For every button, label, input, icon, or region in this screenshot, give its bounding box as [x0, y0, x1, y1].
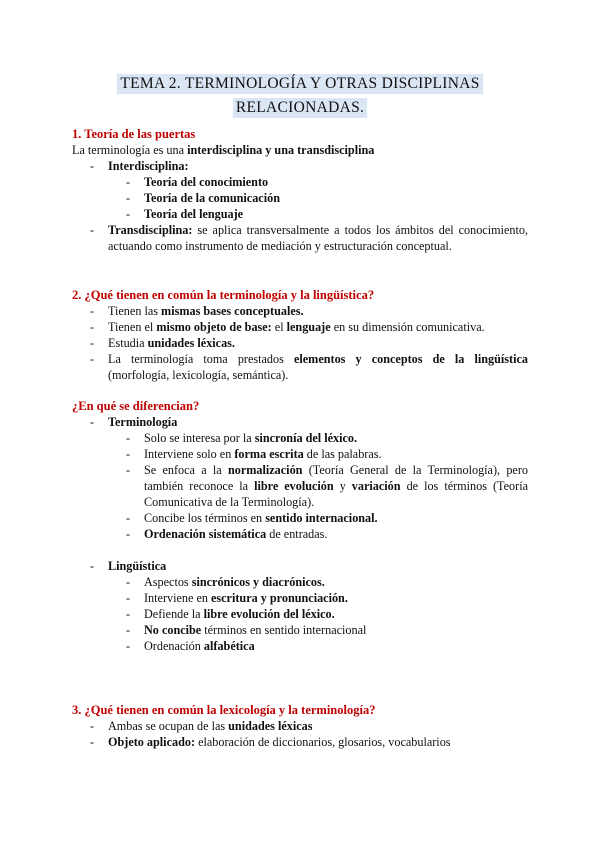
- section-1-heading: 1. Teoría de las puertas: [72, 127, 196, 141]
- list-item: - Ordenación alfabética: [126, 639, 255, 653]
- list-item: - Solo se interesa por la sincronía del léxico.: [126, 431, 358, 445]
- list-item: - Teoría de la comunicación: [126, 191, 280, 205]
- section-1-intro: La terminología es una interdisciplina y una transdisciplina: [72, 143, 375, 157]
- section-2-heading: 2. ¿Qué tienen en común la terminología y la lingüística?: [72, 288, 375, 302]
- list-item: - No concibe términos en sentido internacional: [126, 623, 367, 637]
- list-item: - Objeto aplicado: elaboración de diccionarios, glosarios, vocabularios: [90, 735, 451, 749]
- title-line-2: RELACIONADAS.: [233, 98, 367, 118]
- page-title: [0, 74, 600, 122]
- section-3-heading: 3. ¿Qué tienen en común la lexicología y la terminología?: [72, 703, 376, 717]
- section-differences-heading: ¿En qué se diferencian?: [72, 399, 200, 413]
- list-item: - Defiende la libre evolución del léxico.: [126, 607, 335, 621]
- list-item: - Se enfoca a la normalización (Teoría General de la Terminología), pero también reconoce la libre evolución y variación de los términos (Teoría Comunicativa de la Terminología).: [126, 463, 528, 509]
- list-item: - Estudia unidades léxicas.: [90, 336, 235, 350]
- section-1: [72, 126, 528, 254]
- list-item: - Tienen las mismas bases conceptuales.: [90, 304, 304, 318]
- list-item: - Ambas se ocupan de las unidades léxicas: [90, 719, 313, 733]
- list-item: - Interviene solo en forma escrita de las palabras.: [126, 447, 382, 461]
- section-3: [72, 702, 528, 750]
- list-item: - Teoría del lenguaje: [126, 207, 244, 221]
- list-item-linguistica: - Lingüística: [90, 559, 167, 573]
- section-differences: [72, 398, 528, 542]
- title-line-1: TEMA 2. TERMINOLOGÍA Y OTRAS DISCIPLINAS: [117, 74, 482, 94]
- list-item-transdisciplina: - Transdisciplina: se aplica transversalmente a todos los ámbitos del conocimiento, actuando como instrumento de mediación y estructuración conceptual.: [90, 223, 528, 253]
- list-item: - Interviene en escritura y pronunciación.: [126, 591, 348, 605]
- list-item: - Concibe los términos en sentido internacional.: [126, 511, 378, 525]
- list-item: - La terminología toma prestados elementos y conceptos de la lingüística (morfología, lexicología, semántica).: [90, 352, 528, 382]
- list-item: - Ordenación sistemática de entradas.: [126, 527, 328, 541]
- section-differences-linguistica: [72, 558, 528, 654]
- list-item-interdisciplina: - Interdisciplina:: [90, 159, 189, 173]
- list-item: - Aspectos sincrónicos y diacrónicos.: [126, 575, 325, 589]
- list-item: - Tienen el mismo objeto de base: el lenguaje en su dimensión comunicativa.: [90, 320, 485, 334]
- list-item: - Teoría del conocimiento: [126, 175, 269, 189]
- list-item-terminologia: - Terminología: [90, 415, 178, 429]
- section-2: [72, 287, 528, 383]
